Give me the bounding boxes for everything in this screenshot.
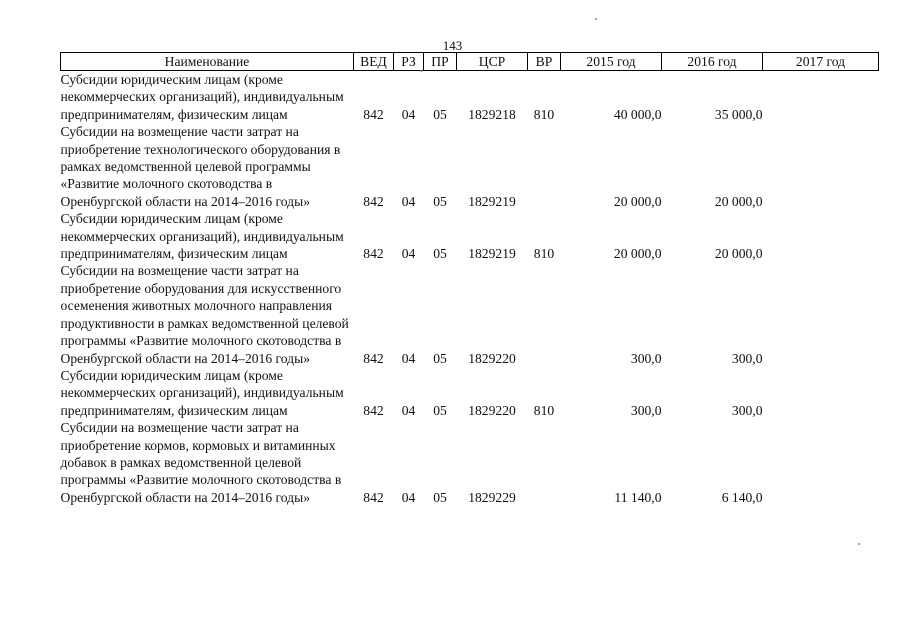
row-2017 (763, 367, 879, 419)
table-row (61, 367, 879, 419)
row-2017 (763, 123, 879, 210)
row-name: Субсидии на возмещение части затрат на приобретение технологического оборудования в рамках ведомственной целевой программы «Развитие молочного скотоводства в Оренбургской области на 2014–2016 годы» (60, 124, 341, 209)
row-2015: 300,0 (630, 350, 662, 366)
row-vr: 810 (533, 246, 555, 262)
row-rz: 04 (401, 193, 416, 209)
row-pr: 05 (433, 489, 447, 505)
row-rz: 04 (401, 489, 416, 505)
row-rz: 04 (401, 402, 416, 418)
row-vr: 810 (533, 106, 555, 122)
row-pr: 05 (433, 402, 447, 418)
row-csr: 1829229 (468, 489, 516, 505)
header-csr: ЦСР (457, 53, 528, 71)
row-ved: 842 (363, 193, 384, 209)
row-csr: 1829219 (468, 246, 516, 262)
table-row (61, 71, 879, 124)
scan-speck (595, 18, 597, 20)
row-2016: 35 000,0 (714, 106, 763, 122)
row-name: Субсидии юридическим лицам (кроме некоммерческих организаций), индивидуальным предпринимателям, физическим лицам (60, 367, 344, 418)
row-csr: 1829219 (468, 193, 516, 209)
header-rz: РЗ (394, 53, 424, 71)
row-name: Субсидии на возмещение части затрат на приобретение оборудования для искусственного осеменения животных молочного направления продуктивности в рамках ведомственной целевой программы «Развитие молочного скотоводства в Оренбургской области на 2014–2016 годы» (60, 263, 349, 366)
table-row (61, 123, 879, 210)
header-pr: ПР (424, 53, 457, 71)
header-2016: 2016 год (662, 53, 763, 71)
budget-table (60, 52, 879, 506)
row-rz: 04 (401, 106, 416, 122)
header-row (61, 53, 879, 71)
row-vr (528, 262, 561, 366)
row-csr: 1829220 (468, 402, 516, 418)
row-ved: 842 (363, 246, 384, 262)
row-rz: 04 (401, 246, 416, 262)
row-2017 (763, 71, 879, 124)
row-name: Субсидии юридическим лицам (кроме некоммерческих организаций), индивидуальным предпринимателям, физическим лицам (60, 211, 344, 262)
row-2016: 20 000,0 (714, 193, 763, 209)
row-pr: 05 (433, 246, 447, 262)
scan-speck (420, 70, 422, 72)
table-row (61, 419, 879, 506)
row-2015: 40 000,0 (613, 106, 662, 122)
row-vr: 810 (533, 402, 555, 418)
row-2016: 20 000,0 (714, 246, 763, 262)
row-vr (528, 123, 561, 210)
row-ved: 842 (363, 489, 384, 505)
header-2017: 2017 год (763, 53, 879, 71)
row-ved: 842 (363, 106, 384, 122)
header-2015: 2015 год (561, 53, 662, 71)
header-name: Наименование (61, 53, 354, 71)
row-csr: 1829218 (468, 106, 516, 122)
row-2016: 6 140,0 (721, 489, 763, 505)
row-2015: 20 000,0 (613, 193, 662, 209)
row-vr (528, 419, 561, 506)
row-ved: 842 (363, 402, 384, 418)
row-2017 (763, 419, 879, 506)
row-2017 (763, 262, 879, 366)
row-name: Субсидии юридическим лицам (кроме некоммерческих организаций), индивидуальным предпринимателям, физическим лицам (60, 72, 344, 122)
row-rz: 04 (401, 350, 416, 366)
scan-speck (858, 543, 860, 545)
row-2016: 300,0 (731, 350, 763, 366)
row-2016: 300,0 (731, 402, 763, 418)
row-name: Субсидии на возмещение части затрат на приобретение кормов, кормовых и витаминных добавок в рамках ведомственной целевой программы «Развитие молочного скотоводства в Оренбургской области на 2014–2016 годы» (60, 420, 342, 505)
table-row (61, 262, 879, 366)
row-2017 (763, 210, 879, 262)
page-number: 143 (442, 38, 463, 53)
row-pr: 05 (433, 350, 447, 366)
row-pr: 05 (433, 193, 447, 209)
header-ved: ВЕД (354, 53, 394, 71)
row-2015: 11 140,0 (614, 489, 662, 505)
row-2015: 20 000,0 (613, 246, 662, 262)
row-csr: 1829220 (468, 350, 516, 366)
row-2015: 300,0 (630, 402, 662, 418)
table-row (61, 210, 879, 262)
row-ved: 842 (363, 350, 384, 366)
header-vr: ВР (528, 53, 561, 71)
row-pr: 05 (433, 106, 447, 122)
